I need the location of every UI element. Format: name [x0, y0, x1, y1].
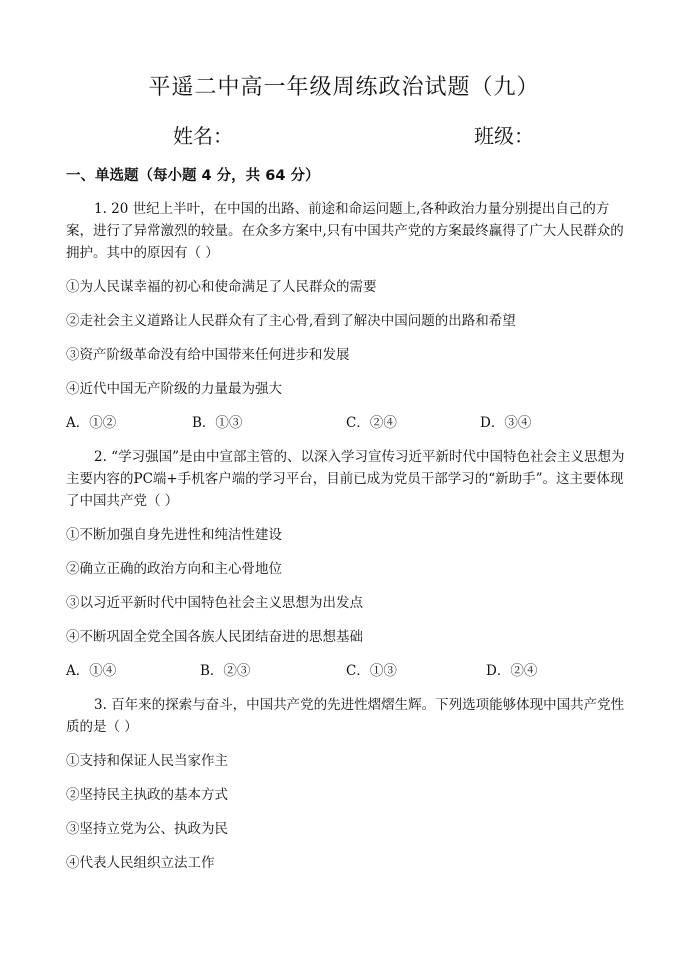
answer-choices [66, 412, 626, 434]
question-option: ③坚持立党为公、执政为民 [66, 821, 228, 837]
question-option: ②坚持民主执政的基本方式 [66, 787, 228, 803]
section-heading: 一、单选题（每小题 4 分，共 64 分） [66, 168, 320, 184]
question-option: ①支持和保证人民当家作主 [66, 753, 228, 769]
question-option: ④代表人民组织立法工作 [66, 855, 215, 871]
question [66, 694, 626, 874]
choice-c: C．②④ [346, 415, 397, 431]
question-option: ②走社会主义道路让人民群众有了主心骨,看到了解决中国问题的出路和希望 [66, 313, 516, 329]
choice-d: D．③④ [480, 415, 532, 431]
choice-b: B．②③ [200, 663, 251, 679]
question-option: ④近代中国无产阶级的力量最为强大 [66, 381, 282, 397]
choice-b: B．①③ [192, 415, 243, 431]
choice-a: A．①④ [66, 663, 117, 679]
choice-c: C．①③ [346, 663, 397, 679]
answer-choices [66, 660, 626, 682]
choice-a: A．①② [66, 415, 117, 431]
page-title: 平遥二中高一年级周练政治试题（九） [148, 75, 540, 100]
question [66, 446, 626, 682]
question-option: ③以习近平新时代中国特色社会主义思想为出发点 [66, 595, 363, 611]
question-option: ①为人民谋幸福的初心和使命满足了人民群众的需要 [66, 279, 377, 295]
question-option: ④不断巩固全党全国各族人民团结奋进的思想基础 [66, 629, 363, 645]
question-stem: 2. “学习强国”是由中宣部主管的、以深入学习宣传习近平新时代中国特色社会主义思想为主要内容的PC端+手机客户端的学习平台，目前已成为党员干部学习的“新助手”。这主要体现了中国共产党（ ） [66, 449, 625, 509]
question-list [66, 198, 626, 886]
choice-d: D．②④ [486, 663, 538, 679]
question-stem: 1. 20 世纪上半叶，在中国的出路、前途和命运问题上,各种政治力量分别提出自己的方案，进行了异常激烈的较量。在众多方案中,只有中国共产党的方案最终赢得了广大人民群众的拥护。其中的原因有（ ） [66, 201, 624, 261]
question-stem: 3. 百年来的探索与奋斗，中国共产党的先进性熠熠生辉。下列选项能够体现中国共产党性质的是（ ） [66, 697, 625, 735]
question-option: ②确立正确的政治方向和主心骨地位 [66, 561, 282, 577]
name-label: 姓名： [173, 124, 233, 148]
class-label: 班级： [474, 124, 534, 148]
question [66, 198, 626, 434]
question-option: ③资产阶级革命没有给中国带来任何进步和发展 [66, 347, 350, 363]
question-option: ①不断加强自身先进性和纯洁性建设 [66, 527, 282, 543]
